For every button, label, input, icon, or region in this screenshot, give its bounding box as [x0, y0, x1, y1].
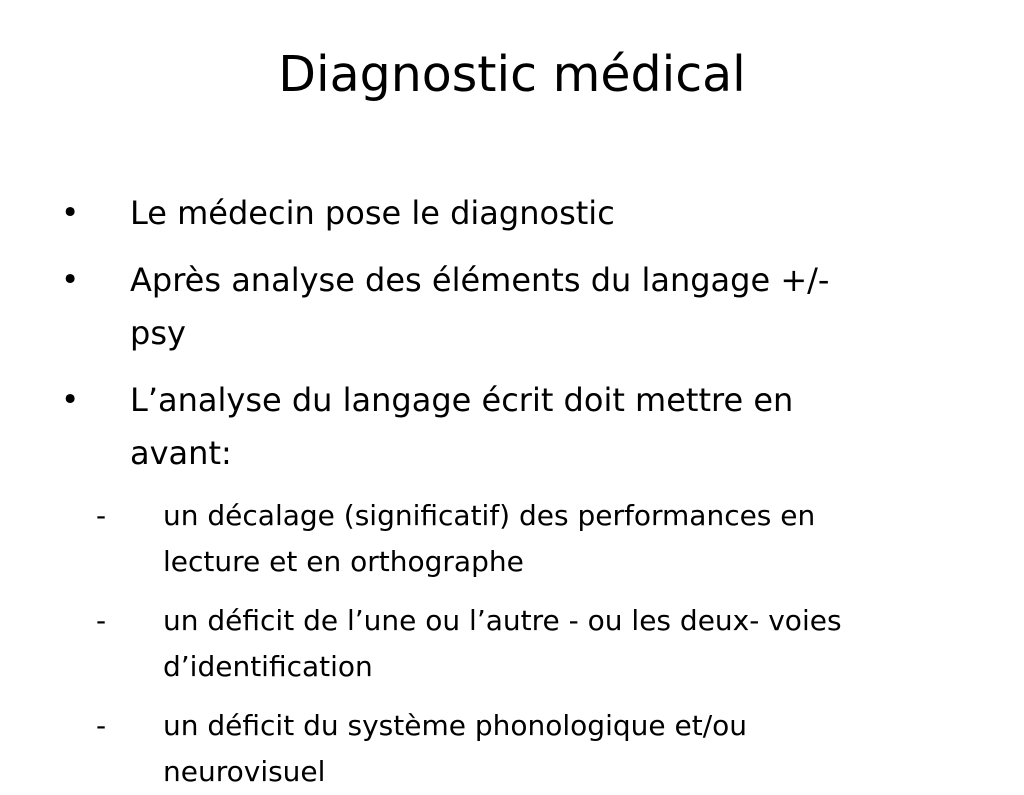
bullet-text — [130, 374, 930, 480]
sub-bullet-line: un déficit du système phonologique et/ou — [163, 709, 748, 742]
bullet-text — [130, 187, 930, 240]
sub-bullet-line: d’identification — [163, 650, 373, 683]
sub-bullet-text — [163, 703, 953, 795]
bullet-marker: • — [61, 195, 80, 231]
bullet-line: Le médecin pose le diagnostic — [130, 194, 615, 232]
bullet-line: avant: — [130, 434, 232, 472]
bullet-line: Après analyse des éléments du langage +/- — [130, 261, 830, 299]
sub-bullet-line: un décalage (significatif) des performances en — [163, 499, 816, 532]
sub-bullet-marker: - — [96, 604, 107, 637]
slide-title: Diagnostic médical — [278, 46, 746, 103]
bullet-marker: • — [61, 262, 80, 298]
sub-bullet-text — [163, 598, 953, 690]
bullet-line: psy — [130, 314, 186, 352]
bullet-text — [130, 254, 930, 360]
sub-bullet-line: lecture et en orthographe — [163, 545, 524, 578]
sub-bullet-line: un déficit de l’une ou l’autre - ou les deux- voies — [163, 604, 842, 637]
sub-bullet-line: neurovisuel — [163, 755, 326, 788]
sub-bullet-marker: - — [96, 709, 107, 742]
bullet-marker: • — [61, 382, 80, 418]
sub-bullet-marker: - — [96, 499, 107, 532]
bullet-line: L’analyse du langage écrit doit mettre en — [130, 381, 794, 419]
sub-bullet-text — [163, 493, 953, 585]
